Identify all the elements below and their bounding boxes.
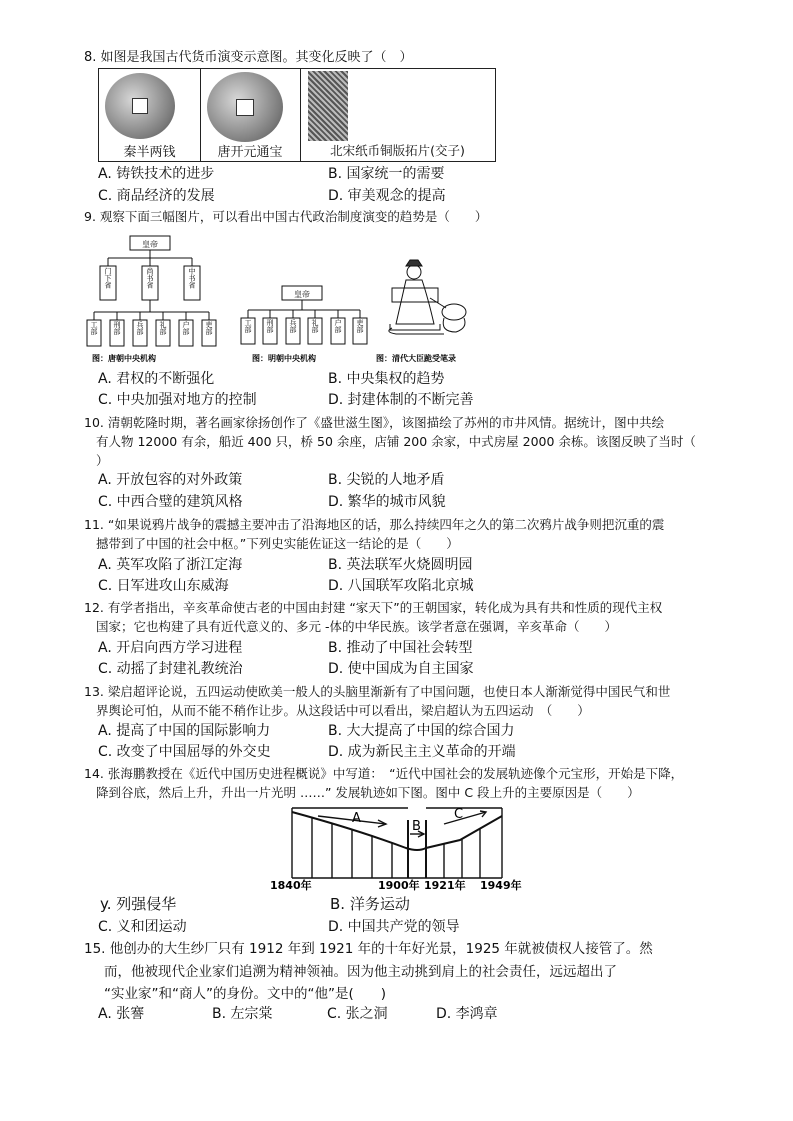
q11-option-c[interactable]: C. 日军进攻山东威海	[98, 578, 229, 594]
q15-stem-line1: 15. 他创办的大生纱厂只有 1912 年到 1921 年的十年好光景，1925 年就被债权人接管了。然	[84, 941, 653, 957]
q10-stem-line1: 10. 清朝乾隆时期，著名画家徐扬创作了《盛世滋生图》，该图描绘了苏州的市井风情。据统计，图中共绘	[84, 415, 665, 430]
q10-option-a[interactable]: A. 开放包容的对外政策	[98, 472, 243, 488]
q13-option-a[interactable]: A. 提高了中国的国际影响力	[98, 723, 271, 739]
q8-image-panel	[98, 68, 496, 162]
q9-option-a[interactable]: A. 君权的不断强化	[98, 371, 215, 387]
qing-caption: 图：清代大臣跪受笔录	[376, 354, 456, 363]
q8-stem: 8. 如图是我国古代货币演变示意图。其变化反映了（ ）	[84, 50, 413, 65]
q15-option-a[interactable]: A. 张謇	[98, 1006, 145, 1022]
tang-top-label: 皇帝	[142, 240, 158, 249]
year-label-1840: 1840年	[270, 879, 312, 892]
q14-option-c[interactable]: C. 义和团运动	[98, 919, 187, 935]
q13-option-d[interactable]: D. 成为新民主主义革命的开端	[328, 744, 516, 760]
q11-option-a[interactable]: A. 英军攻陷了浙江定海	[98, 557, 243, 573]
q12-stem-line1: 12. 有学者指出，辛亥革命使古老的中国由封建 “家天下”的王朝国家，转化成为具有共和性质的现代主权	[84, 600, 663, 615]
segment-c-label: C	[454, 807, 464, 822]
ming-dept-label: 工部	[244, 319, 252, 333]
tang-dept-label: 户部	[182, 321, 190, 335]
q14-option-d[interactable]: D. 中国共产党的领导	[328, 919, 460, 935]
q15-option-b[interactable]: B. 左宗棠	[212, 1006, 273, 1022]
q10-stem-line3: ）	[96, 453, 109, 468]
tang-mid-label: 门下省	[104, 267, 112, 289]
q8-option-c[interactable]: C. 商品经济的发展	[98, 188, 215, 204]
q15-stem-line2: 而，他被现代企业家们追溯为精神领袖。因为他主动挑到肩上的社会责任，远远超出了	[104, 964, 617, 980]
q12-stem-line2: 国家；它也构建了具有近代意义的、多元 -体的中华民族。该学者意在强调，辛亥革命（ ）	[96, 619, 617, 634]
q10-option-b[interactable]: B. 尖锐的人地矛盾	[328, 472, 445, 488]
year-label-1921: 1921年	[424, 879, 466, 892]
tang-coin-image	[207, 72, 283, 142]
q12-option-c[interactable]: C. 动摇了封建礼教统治	[98, 661, 243, 677]
ming-dept-label: 吏部	[356, 319, 364, 333]
tang-dept-label: 吏部	[205, 321, 213, 335]
q8-option-d[interactable]: D. 审美观念的提高	[328, 188, 446, 204]
q9-option-c[interactable]: C. 中央加强对地方的控制	[98, 392, 257, 408]
segment-b-label: B	[412, 819, 421, 834]
q9-option-b[interactable]: B. 中央集权的趋势	[328, 371, 445, 387]
q14-option-a[interactable]: y. 列强侵华	[100, 895, 177, 913]
q9-stem: 9. 观察下面三幅图片，可以看出中国古代政治制度演变的趋势是（ ）	[84, 209, 488, 224]
jiaozi-print-image	[308, 71, 348, 141]
tang-dept-label: 工部	[90, 321, 98, 335]
q15-option-d[interactable]: D. 李鸿章	[436, 1006, 498, 1022]
q11-option-d[interactable]: D. 八国联军攻陷北京城	[328, 578, 474, 594]
q13-option-c[interactable]: C. 改变了中国屈辱的外交史	[98, 744, 271, 760]
q8-option-b[interactable]: B. 国家统一的需要	[328, 166, 445, 182]
ming-dept-label: 兵部	[289, 319, 297, 333]
q11-stem-line1: 11. “如果说鸦片战争的震撼主要冲击了沿海地区的话，那么持续四年之久的第二次鸦片战争则把沉重的震	[84, 517, 665, 532]
q9-option-d[interactable]: D. 封建体制的不断完善	[328, 392, 474, 408]
segment-a-label: A	[352, 811, 361, 826]
q14-stem-line1: 14. 张海鹏教授在《近代中国历史进程概说》中写道： “近代中国社会的发展轨迹像个元宝形，开始是下降，	[84, 766, 684, 781]
tang-dept-label: 礼部	[159, 321, 167, 335]
q13-option-b[interactable]: B. 大大提高了中国的综合国力	[328, 723, 515, 739]
tang-mid-label: 尚书省	[146, 267, 154, 289]
q11-option-b[interactable]: B. 英法联军火烧圆明园	[328, 557, 473, 573]
q11-stem-line2: 撼带到了中国的社会中枢。”下列史实能佐证这一结论的是（ ）	[96, 536, 459, 551]
ming-dept-label: 户部	[334, 319, 342, 333]
qing-minister-illustration	[389, 260, 466, 334]
caption-jiaozi: 北宋纸币铜版拓片(交子)	[330, 143, 465, 158]
q14-stem-line2: 降到谷底，然后上升，升出一片光明 ……” 发展轨迹如下图。图中 C 段上升的主要原因是（ ）	[96, 785, 640, 800]
year-label-1949: 1949年	[480, 879, 522, 892]
q14-trajectory-diagram	[268, 800, 538, 892]
caption-tang: 唐开元通宝	[217, 145, 283, 160]
q13-stem-line1: 13. 梁启超评论说，五四运动使欧美一般人的头脑里渐新有了中国问题，也使日本人渐渐觉得中国民气和世	[84, 684, 671, 699]
qin-coin-image	[105, 73, 175, 139]
q10-option-d[interactable]: D. 繁华的城市风貌	[328, 494, 446, 510]
year-label-1900: 1900年	[378, 879, 420, 892]
caption-qin: 秦半两钱	[123, 145, 176, 160]
ming-caption: 图：明朝中央机构	[252, 354, 316, 363]
q15-option-c[interactable]: C. 张之洞	[327, 1006, 388, 1022]
q12-option-d[interactable]: D. 使中国成为自主国家	[328, 661, 474, 677]
q10-stem-line2: 有人物 12000 有余，船近 400 只，桥 50 余座，店铺 200 余家，中式房屋 2000 余栋。该图反映了当时（	[96, 434, 696, 449]
q8-option-a[interactable]: A. 铸铁技术的进步	[98, 166, 215, 182]
q12-option-a[interactable]: A. 开启向西方学习进程	[98, 640, 243, 656]
tang-dept-label: 刑部	[113, 321, 121, 335]
q15-stem-line3: “实业家”和“商人”的身份。文中的“他”是( )	[104, 986, 386, 1002]
ming-top-label: 皇帝	[294, 290, 310, 299]
ming-dept-label: 刑部	[266, 319, 274, 333]
q12-option-b[interactable]: B. 推动了中国社会转型	[328, 640, 473, 656]
tang-mid-label: 中书省	[188, 267, 196, 289]
q13-stem-line2: 界舆论可怕，从而不能不稍作让步。从这段话中可以看出，梁启超认为五四运动 （ ）	[96, 703, 590, 718]
tang-caption: 图：唐朝中央机构	[92, 354, 156, 363]
ming-dept-label: 礼部	[311, 319, 319, 333]
q14-option-b[interactable]: B. 洋务运动	[330, 895, 410, 913]
q10-option-c[interactable]: C. 中西合璧的建筑风格	[98, 494, 243, 510]
tang-dept-label: 兵部	[136, 321, 144, 335]
q9-figures	[84, 228, 504, 368]
